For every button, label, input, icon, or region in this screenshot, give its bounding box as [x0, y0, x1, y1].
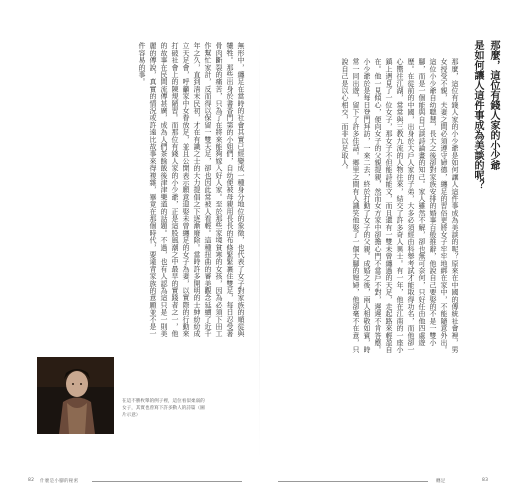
left-running-head: 什麼是小腳的秘密: [40, 479, 79, 484]
illustration-photo: [37, 357, 114, 434]
left-page-number: 82: [28, 478, 35, 483]
photo-caption: 在這不勝枚舉的例子裡，這位看似柔弱的女子，其實也曾寫下許多動人的詩篇（圖片示意）: [122, 399, 205, 418]
left-footer-rule: [92, 481, 242, 482]
right-page-number: 83: [482, 478, 489, 483]
right-running-head: 纏足: [436, 479, 446, 484]
right-page: [260, 0, 520, 500]
right-footer-rule: [278, 481, 428, 482]
right-body-text: 那麼，這位有錢人家的小少爺是如何讓人這件事成為美談的呢？原來在中國的傳統社會裡，男女授受不親，夫妻之間必須遵守婦德，纏足的習俗更將女子牢牢地綁在家中，不能隨意外出。這位小少爺自幼聰慧，長大之後卻對家族安排的婚事百般推辭，他說自己要娶的不是一雙小腳，而是一個能與自己談詩論畫的知己。家人雖然不解，卻也無可奈何，只好任由他四處遊歷。在從前的中國，出身於大戶人家的子弟，大多必須經由科舉考試才能取得功名，而他卻一心嚮往江湖，常常與三教九流的人物往來，結交了許多奇人異士。有一年，他在江南的一座小鎮上遇見了一位女子，那女子不但能詩能文，而且還有一雙未曾纏過的天足，走起路來輕盈自在。他一見傾心，便向女子的父親提親，然而女方家中卻擔心門不當戶不對，遲遲不肯答應。小少爺於是每日登門拜訪，一來二去，終於打動了女子的父親。成婚之後，兩人相敬如賓，時常一同出遊，留下了許多佳話。鄉里之間有人譏笑他娶了一個大腳的媳婦，他卻毫不在意，只說自己是以心相交，而非以足取人。: [341, 58, 459, 354]
section-title-line-2: 是如何讓人這件事成為美談的呢？: [472, 40, 483, 190]
portrait-figure-icon: [37, 357, 114, 434]
left-body-text: 無形中，纏足在當時的社會其實已經變成一種身分地位的象徵，也代表了女子對家族的順從與犧牲。那些出身於書香門第的小姐們，自幼便被母親用長長的布條緊緊裹住雙足，每日忍受著骨肉斷裂的痛苦，只為了在將來能夠嫁入好人家。至於那些家境貧寒的女孩，因為必須下田工作幫忙家計，反而得以保留一雙天足，卻也因此常被人看輕。這種扭曲的審美觀念延續了近千年之久，直到清末民初，才在有識之士的大力提倡之下逐漸廢除。當時許多開明的士紳紛紛成立天足會，呼籲家中女眷放足，並且公開表示願意迎娶未曾纏足的女子為妻，以實際的行動來打破社會上的陳規陋習。而那位有錢人家的小少爺，正是這股風潮之中最早的實踐者之一，他的故事在民間流傳甚廣，成為人們茶餘飯後津津樂道的話題。不過，也有人認為這只是一則美麗的傳說，真實的情況或許遠比故事來得複雜，畢竟在那個時代，要違背家族的意願並不是一件容易的事。: [138, 42, 245, 338]
section-title-line-1: 那麼，這位有錢人家的小少爺: [488, 40, 499, 170]
